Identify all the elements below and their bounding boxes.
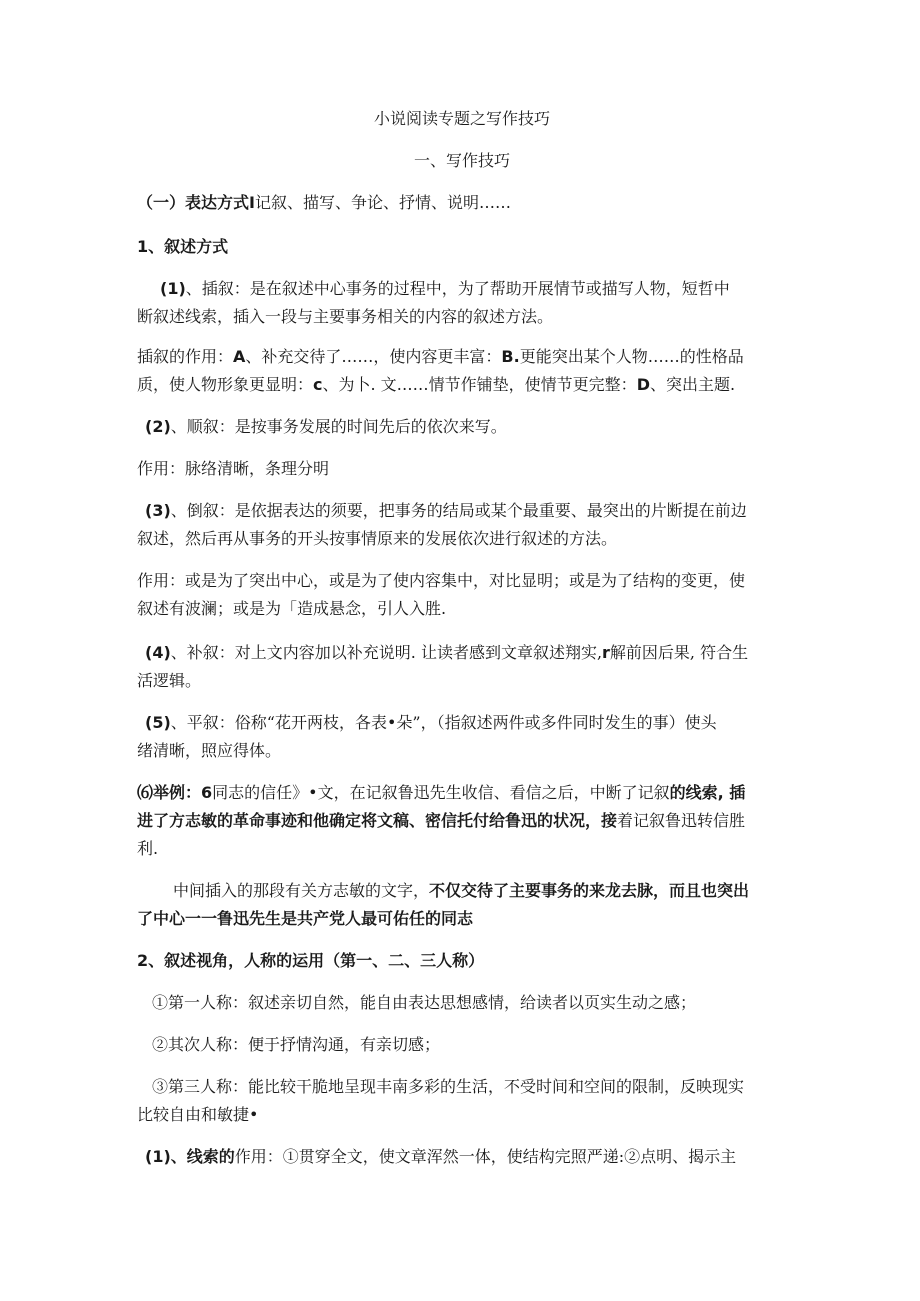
heading-narration: 1、叙述方式 — [137, 237, 229, 256]
explanation-text: 中间插入的那段有关方志敏的文字， — [173, 881, 430, 900]
para-number: (2) — [145, 417, 171, 436]
para-number: (1) — [160, 279, 186, 298]
clue-label: 、线索的 — [170, 1147, 235, 1166]
para-supplement-line1 — [145, 642, 787, 664]
section-heading: 一、写作技巧 — [413, 151, 510, 170]
text-segment: 质，使人物形象更显明： — [137, 375, 314, 394]
example-text-bold: 的线索, 插 — [669, 783, 746, 802]
document-title: 小说阅读专题之写作技巧 — [373, 109, 550, 128]
example-text-bold: 进了方志敏的革命事迹和他确定将文稿、密信托付给鲁迅的状况，接 — [137, 811, 618, 830]
para-text: 、平叙：俗称“花开两枝，各表•朵”，（指叙述两件或多件同时发生的事）使头 — [170, 713, 717, 732]
third-person-line2: 比较自由和敏捷• — [137, 1105, 259, 1124]
para-number: (4) — [145, 643, 171, 662]
para-text: 、倒叙：是依据表达的须要，把事务的结局或某个最重要、最突出的片断提在前边 — [170, 501, 747, 520]
para-supplement-line2: 活逻辑。 — [137, 671, 202, 690]
subsection-label: （一）表达方式I — [137, 193, 255, 212]
para-flashback-line1 — [160, 278, 787, 300]
subsection-heading — [137, 192, 787, 214]
reverse-use-line1: 作用：或是为了突出中心，或是为了使内容集中，对比显明；或是为了结构的变更，使 — [137, 571, 746, 590]
para-text: 、插叙：是在叙述中心事务的过程中，为了帮助开展情节或描写人物，短哲中 — [185, 279, 730, 298]
para-chronological — [145, 416, 787, 438]
para-text: 、补叙：对上文内容加以补充说明. 让读者感到文章叙述翔实, — [170, 643, 603, 662]
para-text: 、顺叙：是按事务发展的时间先后的依次来写。 — [170, 417, 507, 436]
subsection-rest: 记叙、描写、争论、抒情、说明…… — [254, 193, 511, 212]
clue-text: 作用：①贯穿全文，使文章浑然一体，使结构完照严递:②点明、揭示主 — [234, 1147, 737, 1166]
example-number: 6 — [201, 783, 213, 802]
para-parallel-line1 — [145, 712, 787, 734]
text-segment: 插叙的作用： — [137, 347, 234, 366]
example-text: 着记叙鲁迅转信胜 — [617, 811, 746, 830]
example-line3: 利. — [137, 839, 159, 858]
example-line1 — [137, 782, 787, 804]
second-person-item: ②其次人称：便于抒情沟通，有亲切感； — [152, 1035, 441, 1054]
para-text: r — [602, 643, 610, 662]
first-person-item: ①第一人称：叙述亲切自然，能自由表达思想感情，给读者以页实生动之感； — [152, 993, 697, 1012]
para-number: (5) — [145, 713, 171, 732]
example-text: 同志的信任》•文，在记叙鲁迅先生收信、看信之后，中断了记叙 — [212, 783, 670, 802]
para-number: (1) — [145, 1147, 171, 1166]
marker-a: A — [233, 347, 246, 366]
marker-c: c — [313, 375, 323, 394]
explanation-text-bold: 不仅交待了主要事务的来龙去脉，而且也突出 — [429, 881, 750, 900]
text-segment: 、突出主题. — [649, 375, 736, 394]
explanation-line2: 了中心一一鲁迅先生是共产党人最可佑任的同志 — [137, 909, 474, 928]
heading-perspective: 2、叙述视角，人称的运用（第一、二、三人称） — [137, 951, 485, 970]
text-segment: 、补充交待了……，使内容更丰富： — [245, 347, 502, 366]
text-segment: 、为卜. 文……情节作铺垫，使情节更完整： — [322, 375, 637, 394]
clue-line — [145, 1146, 787, 1168]
para-flashback-line2: 断叙述线索，插入一段与主要事务相关的内容的叙述方法。 — [137, 307, 554, 326]
para-reverse-line2: 叙述，然后再从事务的开头按事情原来的发展依次进行叙述的方法。 — [137, 529, 618, 548]
example-label: ⑹举例： — [137, 783, 202, 802]
marker-b: B. — [501, 347, 520, 366]
para-reverse-line1 — [145, 500, 787, 522]
example-line2 — [137, 810, 787, 832]
para-parallel-line2: 绪清晰，照应得体。 — [137, 741, 282, 760]
para-number: (3) — [145, 501, 171, 520]
text-segment: 更能突出某个人物……的性格品 — [519, 347, 744, 366]
explanation-line1 — [173, 880, 787, 902]
third-person-line1: ③第三人称：能比较干脆地呈现丰南多彩的生活，不受时间和空间的限制，反映现实 — [152, 1077, 745, 1096]
marker-d: D — [636, 375, 650, 394]
flashback-use-line1 — [137, 346, 787, 368]
para-text: 解前因后果, 符合生 — [609, 643, 749, 662]
chronological-use: 作用：脉络清晰，条理分明 — [137, 459, 330, 478]
flashback-use-line2 — [137, 374, 787, 396]
reverse-use-line2: 叙述有波澜；或是为「造成悬念，引人入胜. — [137, 599, 447, 618]
